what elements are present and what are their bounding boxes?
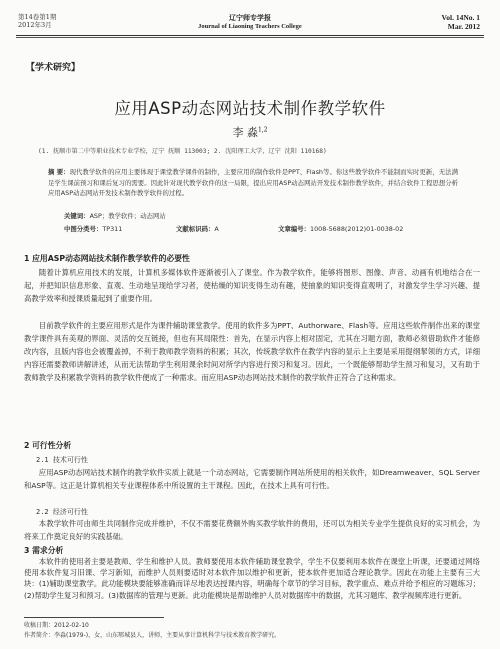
- journal-volume: [442, 13, 480, 31]
- keywords: [64, 211, 166, 220]
- subsection-heading-2-2: 2.2 经济可行性: [36, 508, 88, 516]
- author-line: [0, 124, 500, 140]
- body-paragraph: 应用ASP动态网站技术制作的教学软件实质上就是一个动态网站，它需要制作网站所使用的相关软件，如Dreamweaver、SQL Server和ASP等。这正是计算机相关专业课程体系中所设置的主干课程。因此，在技术上具有可行性。: [24, 468, 480, 490]
- volume-number: Vol. 14No. 1: [441, 13, 480, 22]
- doc-code-label: 文献标识码：: [176, 225, 215, 233]
- clc-code: TP311: [102, 225, 123, 233]
- clc-label: 中图分类号：: [64, 225, 103, 233]
- abstract-text: 现代教学软件的应用主要体现于课堂教学课件的制作，主要应用的制作软件是PPT、Flash等。你这些教学软件不能制而实时更新，无法满足学生课前预习和课后复习的需要。因此针对现代教学软件的这一局限，提出应用ASP动态网站开发技术制作教学软件，并结合软件工程思想分析应用ASP动态网站开发技术制作教学软件的过程。: [48, 168, 458, 198]
- section-tag: 【学术研究】: [26, 63, 81, 73]
- header-rule: [16, 35, 484, 36]
- issue-volume: 第14卷第1期: [18, 13, 57, 21]
- body-paragraph: 随着计算机应用技术的发展，计算机多媒体软件逐渐被引入了课堂。作为教学软件，能够将图形、图像、声音、动画有机地结合在一起，并把知识信息形象、直观、生动地呈现给学习者，使枯燥的知识变得生动有趣，使抽象的知识变得直观明了，对激发学生学习兴趣、提高教学效率和授课质量起到了重要作用。: [24, 268, 480, 303]
- subsection-heading-2-1: 2.1 技术可行性: [36, 456, 88, 464]
- body-paragraph: 目前教学软件的主要应用形式是作为课件辅助课堂教学。使用的软件多为PPT、Authorware、Flash等。应用这些软件制作出来的课堂教学课件具有美观的界面、灵活的交互链接，但也有其局限性：首先，在显示内容上相对固定，尤其在习题方面，教师必须借助软件才能修改内容，且版内容也会被覆盖掉，不利于教师教学资料的积累；其次，传统教学软件在教学内容的显示上主要是采用提纲挈领的方式，详细内容还需要教师讲解讲述，从而无法帮助学生利用课余时间对所学内容进行预习和复习。因此，一个既能够帮助学生预习和复习，又有助于教师教学及积累教学资料的教学软件便成了一种需求。而应用ASP动态网站技术制作的教学软件正符合了这种需求。: [24, 321, 480, 382]
- author-bio: 作者简介：李淼(1979-)，女，山东郓城县人，讲师，主要从事计算机科学与技术教育教学研究。: [24, 632, 281, 639]
- body-paragraph: 本教学软件可由师生共同制作完成并维护，不仅不需要花费额外购买教学软件的费用，还可以为相关专业学生提供良好的实习机会，为将来工作奠定良好的实践基础。: [24, 519, 480, 541]
- author-name: 李 淼: [232, 126, 258, 139]
- affiliation: (1. 抚顺市第二中等职业技术专业学校，辽宁 抚顺 113003; 2. 沈阳理工大学，辽宁 沈阳 110168): [38, 148, 327, 155]
- received-date: 收稿日期：2012-02-10: [24, 622, 89, 629]
- journal-name-cn: 辽宁师专学报: [229, 13, 271, 22]
- journal-name: [0, 13, 500, 31]
- paper-title: 应用ASP动态网站技术制作教学软件: [114, 99, 386, 118]
- body-paragraph: 本软件的使用者主要是教师、学生和维护人员。教师要使用本软件辅助课堂教学，学生不仅要利用本软件在课堂上听课，还要通过网络使用本软件复习旧课、学习新知，而维护人员则要适时对本软件加以维护和更新，使本软件更加适合理论教学。因此在功能上主要有三大块：(1)辅助课堂教学。此功能模块要能够准确而详尽地表达授课内容，明确每个章节的学习目标，教学重点、难点并给予相应的习题练习；(2)帮助学生复习和预习。(3)数据库的管理与更新。此功能模块是帮助维护人员对数据库中的数据，尤其习题库、教学视频库进行更新。: [24, 557, 480, 600]
- volume-date: Mar. 2012: [447, 22, 480, 31]
- journal-name-en: Journal of Liaoning Teachers College: [198, 23, 302, 30]
- classification-line: [64, 224, 464, 233]
- keywords-label: 关键词：: [64, 212, 90, 220]
- issue-date: 2012年3月: [18, 21, 52, 29]
- article-id: 1008-5688(2012)01-0038-02: [310, 225, 404, 233]
- header-rule-thin: [16, 37, 484, 38]
- keywords-text: ASP；教学软件；动态网站: [89, 212, 166, 220]
- abstract-label: 摘 要：: [48, 168, 70, 176]
- article-id-label: 文章编号：: [278, 225, 311, 233]
- author-affil-marker: 1,2: [257, 126, 268, 134]
- abstract: [48, 167, 458, 199]
- section-heading-3: 3 需求分析: [24, 546, 64, 555]
- section-heading-2: 2 可行性分析: [24, 441, 72, 450]
- doc-code: A: [214, 225, 219, 233]
- footnote-rule: [24, 617, 164, 618]
- section-heading-1: 1 应用ASP动态网站技术制作教学软件的必要性: [24, 254, 190, 263]
